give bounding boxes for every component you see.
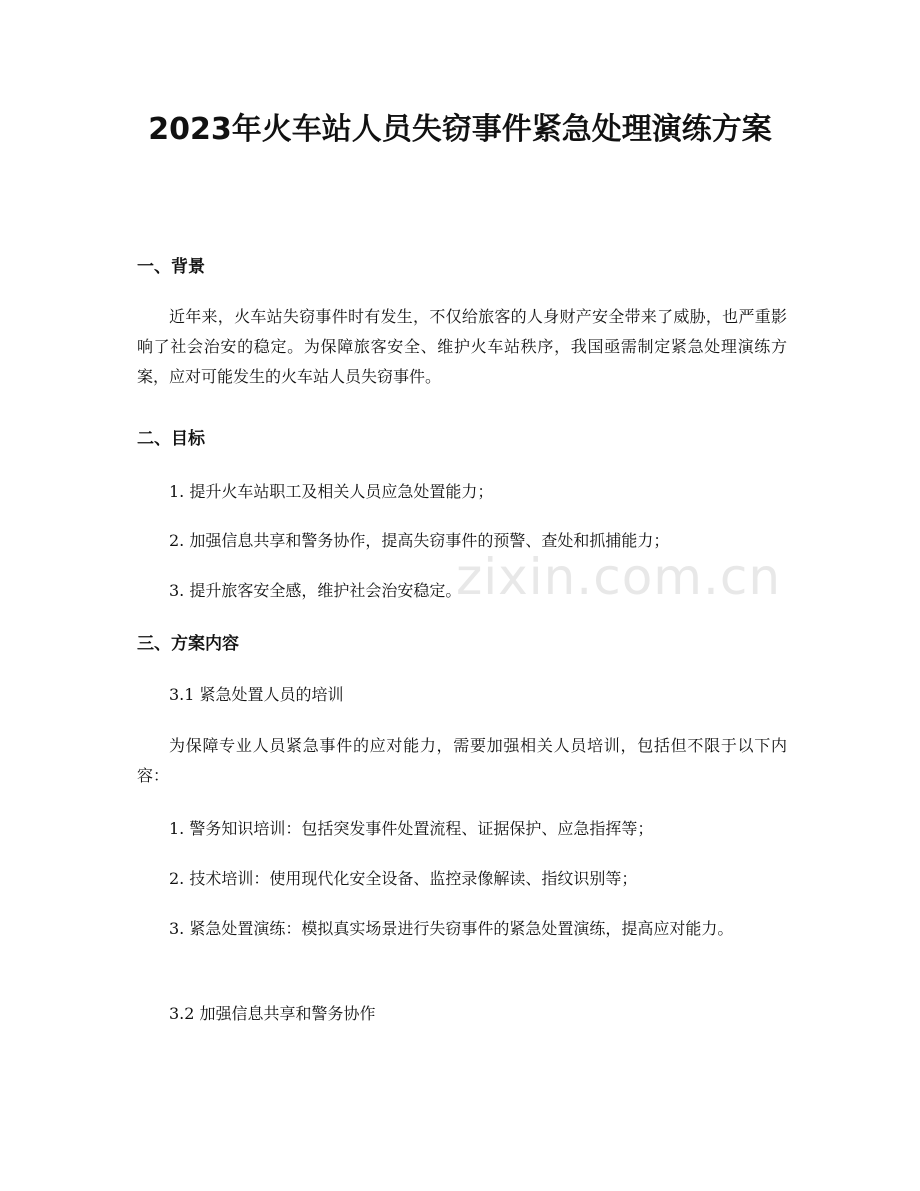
section-heading-plan: 三、方案内容 [137,634,239,654]
goal-item-2: 2. 加强信息共享和警务协作，提高失窃事件的预警、查处和抓捕能力； [169,531,670,550]
section-heading-goals: 二、目标 [137,429,205,449]
subsection-heading-3-2: 3.2 加强信息共享和警务协作 [169,1004,376,1023]
background-paragraph: 近年来，火车站失窃事件时有发生，不仅给旅客的人身财产安全带来了威胁，也严重影响了社会治安的稳定。为保障旅客安全、维护火车站秩序，我国亟需制定紧急处理演练方案，应对可能发生的火车站人员失窃事件。 [137,307,787,386]
goal-item-3: 3. 提升旅客安全感，维护社会治安稳定。 [169,581,462,600]
training-intro-paragraph: 为保障专业人员紧急事件的应对能力，需要加强相关人员培训，包括但不限于以下内容： [137,736,787,785]
training-item-3: 3. 紧急处置演练：模拟真实场景进行失窃事件的紧急处置演练，提高应对能力。 [169,919,734,938]
watermark: zixin.com.cn [456,548,782,606]
goal-item-1: 1. 提升火车站职工及相关人员应急处置能力； [169,482,494,501]
document-title: 2023年火车站人员失窃事件紧急处理演练方案 [148,112,772,147]
training-item-1: 1. 警务知识培训：包括突发事件处置流程、证据保护、应急指挥等； [169,819,654,838]
training-item-2: 2. 技术培训：使用现代化安全设备、监控录像解读、指纹识别等； [169,869,638,888]
subsection-heading-3-1: 3.1 紧急处置人员的培训 [169,685,344,704]
section-heading-background: 一、背景 [137,257,205,277]
